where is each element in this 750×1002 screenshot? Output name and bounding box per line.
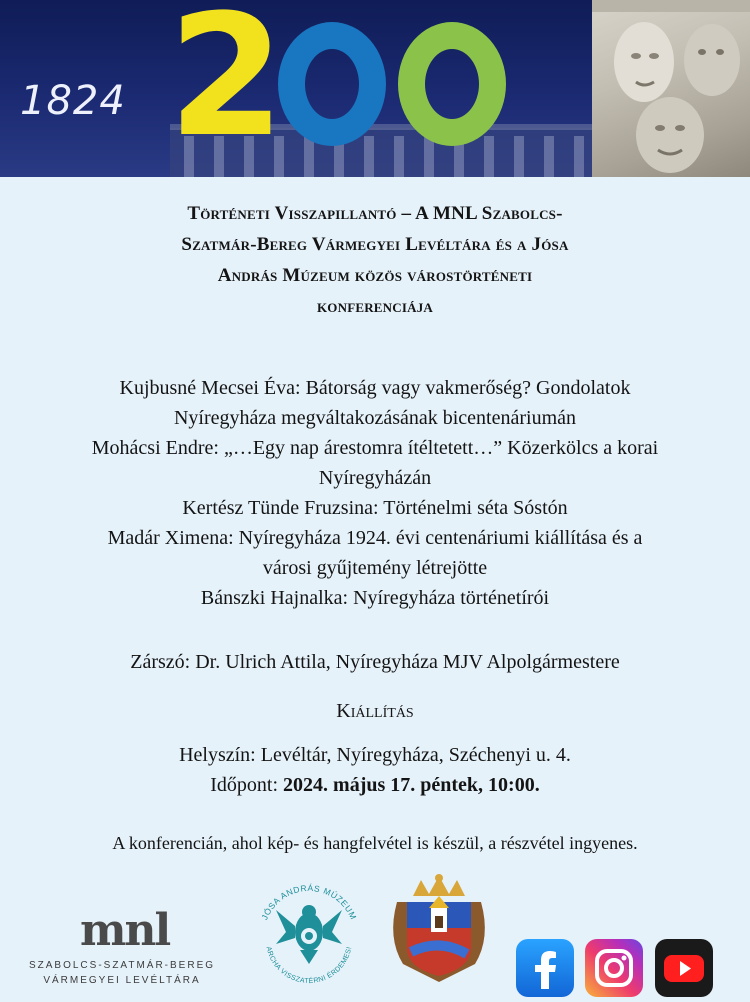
participation-note: A konferencián, ahol kép- és hangfelvétel is készül, a részvétel ingyenes. xyxy=(112,833,638,853)
talk-line: városi gyűjtemény létrejötte xyxy=(262,557,488,579)
time-label: Időpont: xyxy=(210,774,284,796)
title-line: Szatmár-Bereg Vármegyei Levéltára és a Jósa xyxy=(181,234,569,255)
mnl-logo-line: VÁRMEGYEI LEVÉLTÁRA xyxy=(43,975,201,986)
mnl-logo xyxy=(22,900,222,990)
talk-line: Kujbusné Mecsei Éva: Bátorság vagy vakmerőség? Gondolatok xyxy=(119,377,631,399)
josa-andras-museum-logo xyxy=(250,874,368,992)
header-banner xyxy=(0,0,750,177)
closing-remarks: Zárszó: Dr. Ulrich Attila, Nyíregyháza MJV Alpolgármestere xyxy=(130,651,620,673)
stone-statue-image xyxy=(592,0,750,177)
talks-list xyxy=(20,373,730,613)
banner-year: 1824 xyxy=(20,78,126,124)
talk-line: Nyíregyháza megváltakozásának bicentenáriumán xyxy=(173,407,577,429)
museum-logo-top-text: JÓSA ANDRÁS MÚZEUM xyxy=(259,882,359,922)
conference-title xyxy=(60,198,690,322)
instagram-glyph xyxy=(585,939,643,997)
venue-location: Helyszín: Levéltár, Nyíregyháza, Széchenyi u. 4. xyxy=(179,744,571,766)
instagram-icon[interactable] xyxy=(585,939,643,997)
time-value: 2024. május 17. péntek, 10:00. xyxy=(283,774,540,796)
facebook-icon[interactable] xyxy=(516,939,574,997)
title-line: András Múzeum közös várostörténeti xyxy=(217,265,533,286)
talk-line: Madár Ximena: Nyíregyháza 1924. évi centenáriumi kiállítása és a xyxy=(107,527,643,549)
banner-number-two: 2 xyxy=(168,0,285,174)
youtube-icon[interactable] xyxy=(655,939,713,997)
youtube-glyph xyxy=(655,939,713,997)
venue-time xyxy=(40,770,710,800)
city-coat-of-arms xyxy=(383,868,495,986)
talk-line: Mohácsi Endre: „…Egy nap árestomra ítéltetett…” Közerkölcs a korai xyxy=(91,437,659,459)
talk-line: Nyíregyházán xyxy=(318,467,432,489)
mnl-logo-mark: mnl xyxy=(80,905,170,956)
title-line: konferenciája xyxy=(317,296,433,317)
facebook-glyph xyxy=(516,939,574,997)
talk-line: Bánszki Hajnalka: Nyíregyháza történetírói xyxy=(200,587,550,609)
talk-line: Kertész Tünde Fruzsina: Történelmi séta Sóstón xyxy=(182,497,568,519)
venue-info xyxy=(40,740,710,800)
banner-zero-blue xyxy=(278,22,386,146)
exhibition-label: Kiállítás xyxy=(336,700,414,722)
mnl-logo-line: SZABOLCS-SZATMÁR-BEREG xyxy=(28,960,216,971)
title-line: Történeti Visszapillantó – A MNL Szabolcs- xyxy=(187,203,563,224)
banner-zero-green xyxy=(398,22,506,146)
museum-logo-bottom-text: ARCHA VISSZATÉRNI ÉRDEMES! xyxy=(264,945,354,986)
